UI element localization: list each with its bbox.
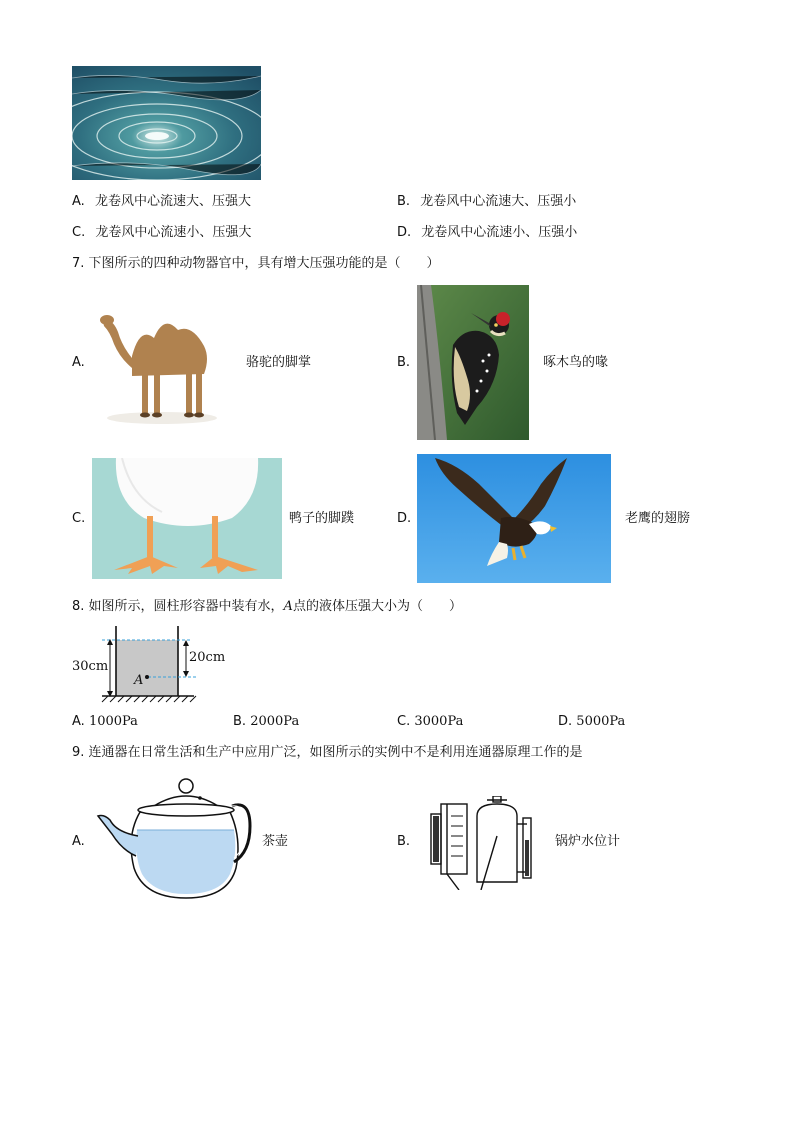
q8-stem: [72, 599, 462, 615]
option-text: 5000Pa: [576, 714, 626, 729]
option-letter: A.: [72, 714, 85, 729]
q9-option-b-letter[interactable]: B.: [397, 834, 411, 849]
container-diagram: [72, 626, 232, 706]
q7-stem: 7. 下图所示的四种动物器官中，具有增大压强功能的是（ ）: [72, 256, 440, 271]
option-letter: A.: [72, 194, 85, 209]
option-letter: D.: [397, 225, 412, 240]
depth-label: 20cm: [189, 650, 226, 665]
whirlpool-image: [72, 66, 261, 180]
q8-option-b[interactable]: [233, 714, 299, 730]
eagle-image: [417, 454, 611, 583]
q7-option-a-caption: 骆驼的脚掌: [246, 355, 312, 370]
option-text: 龙卷风中心流速小、压强大: [95, 225, 252, 240]
q6-option-a[interactable]: [72, 194, 251, 210]
woodpecker-image: [417, 285, 529, 440]
q7-option-d-caption: 老鹰的翅膀: [625, 511, 691, 526]
camel-image: [92, 296, 226, 426]
q7-option-b-letter[interactable]: B.: [397, 355, 411, 370]
q7-option-c-letter[interactable]: C.: [72, 511, 86, 526]
boiler-gauge-image: [427, 796, 537, 890]
option-text: 龙卷风中心流速大、压强小: [420, 194, 577, 209]
q9-option-a-letter[interactable]: A.: [72, 834, 85, 849]
duck-feet-image: [92, 458, 282, 579]
height-label: 30cm: [72, 659, 109, 674]
option-text: 2000Pa: [250, 714, 300, 729]
option-letter: C.: [397, 714, 411, 729]
q9-stem: 9. 连通器在日常生活和生产中应用广泛，如图所示的实例中不是利用连通器原理工作的是: [72, 745, 583, 760]
option-letter: C.: [72, 225, 86, 240]
q9-option-a-caption: 茶壶: [262, 834, 289, 849]
q9-option-b-caption: 锅炉水位计: [555, 834, 621, 849]
q6-option-d[interactable]: [397, 225, 577, 241]
option-text: 3000Pa: [414, 714, 464, 729]
option-letter: B.: [233, 714, 247, 729]
option-letter: B.: [397, 194, 411, 209]
teapot-image: [96, 776, 252, 902]
q7-option-a-letter[interactable]: A.: [72, 355, 85, 370]
q8-stem-point: A: [283, 599, 293, 614]
q8-option-c[interactable]: [397, 714, 463, 730]
q8-option-d[interactable]: [558, 714, 625, 730]
q8-stem-pre: 8. 如图所示，圆柱形容器中装有水，: [72, 599, 284, 614]
option-letter: D.: [558, 714, 573, 729]
q7-option-c-caption: 鸭子的脚蹼: [289, 511, 355, 526]
q6-option-b[interactable]: [397, 194, 576, 210]
q8-stem-post: 点的液体压强大小为（ ）: [292, 599, 462, 614]
q8-option-a[interactable]: [72, 714, 138, 730]
option-text: 1000Pa: [88, 714, 138, 729]
option-text: 龙卷风中心流速小、压强小: [421, 225, 578, 240]
option-text: 龙卷风中心流速大、压强大: [94, 194, 251, 209]
q6-option-c[interactable]: [72, 225, 251, 241]
q7-option-b-caption: 啄木鸟的喙: [543, 355, 609, 370]
q7-option-d-letter[interactable]: D.: [397, 511, 412, 526]
point-label: A: [134, 673, 144, 688]
